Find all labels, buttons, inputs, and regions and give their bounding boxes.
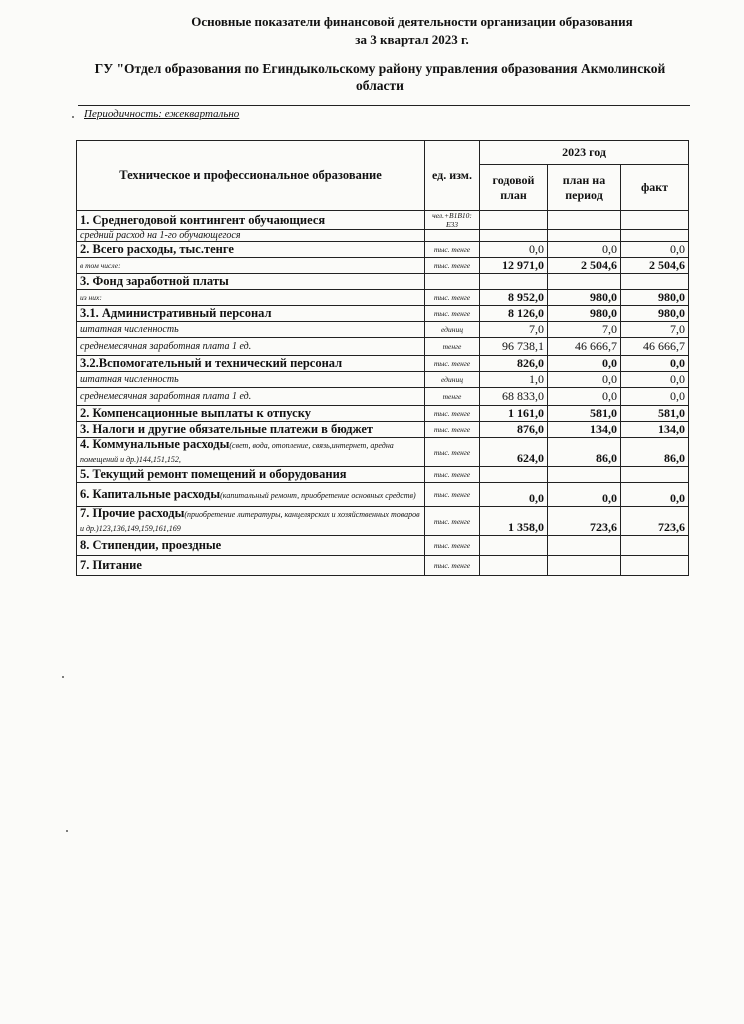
table-row — [77, 556, 689, 576]
row-plan-value: 0,0 — [548, 242, 621, 258]
row-fact-value: 0,0 — [621, 242, 689, 258]
row-plan-value: 0,0 — [548, 388, 621, 406]
table-row — [77, 536, 689, 556]
row-label: 3. Налоги и другие обязательные платежи в бюджет — [80, 422, 374, 436]
row-label: 3.2.Вспомогательный и технический персонал — [80, 356, 343, 370]
row-label: 6. Капитальные расходы — [80, 486, 221, 501]
row-annual-value: 1 161,0 — [480, 406, 548, 422]
row-plan-value — [548, 536, 621, 556]
row-fact-value: 0,0 — [621, 483, 689, 507]
organization-name: ГУ "Отдел образования по Егиндыкольскому району управления образования Акмолинской области — [94, 61, 666, 93]
table-row — [77, 388, 689, 406]
table-row — [77, 322, 689, 338]
row-name-cell — [77, 306, 425, 322]
table-row — [77, 242, 689, 258]
row-name-cell — [77, 338, 425, 356]
row-name-cell — [77, 507, 425, 536]
row-plan-value: 134,0 — [548, 422, 621, 438]
row-label: 5. Текущий ремонт помещений и оборудования — [80, 467, 347, 481]
row-label: штатная численность — [80, 324, 179, 335]
column-header-fact: факт — [621, 165, 689, 211]
row-annual-value: 96 738,1 — [480, 338, 548, 356]
row-fact-value: 0,0 — [621, 388, 689, 406]
row-unit-cell: тыс. тенге — [425, 422, 480, 438]
scan-speck — [66, 830, 68, 832]
row-annual-value: 12 971,0 — [480, 258, 548, 274]
row-label: штатная численность — [80, 374, 179, 385]
row-label: 3. Фонд заработной платы — [80, 274, 229, 288]
row-plan-value: 0,0 — [548, 372, 621, 388]
scan-speck — [72, 116, 74, 118]
row-label: в том числе: — [80, 261, 121, 270]
row-fact-value: 2 504,6 — [621, 258, 689, 274]
table-row — [77, 507, 689, 536]
row-unit-cell: тыс. тенге — [425, 438, 480, 467]
row-plan-value: 0,0 — [548, 483, 621, 507]
row-label: 7. Питание — [80, 558, 142, 572]
row-plan-value — [548, 556, 621, 576]
row-fact-value — [621, 467, 689, 483]
row-annual-value: 7,0 — [480, 322, 548, 338]
table-row — [77, 258, 689, 274]
row-annual-value: 1 358,0 — [480, 507, 548, 536]
row-fact-value — [621, 556, 689, 576]
row-name-cell — [77, 467, 425, 483]
row-name-cell — [77, 258, 425, 274]
column-header-unit: ед. изм. — [425, 141, 480, 211]
row-plan-value — [548, 211, 621, 230]
row-unit-cell: чел.+В1В10: Е33 — [425, 211, 480, 230]
row-annual-value: 0,0 — [480, 483, 548, 507]
table-row — [77, 356, 689, 372]
row-annual-value: 876,0 — [480, 422, 548, 438]
column-header-period-plan: план на период — [548, 165, 621, 211]
scan-speck — [62, 676, 64, 678]
row-annual-value: 624,0 — [480, 438, 548, 467]
row-annual-value — [480, 536, 548, 556]
row-fact-value: 0,0 — [621, 356, 689, 372]
row-label: 4. Коммунальные расходы — [80, 437, 230, 451]
row-fact-value: 134,0 — [621, 422, 689, 438]
table-row — [77, 438, 689, 467]
row-fact-value: 86,0 — [621, 438, 689, 467]
row-label: 1. Среднегодовой контингент обучающиеся — [80, 212, 326, 227]
document-title: Основные показатели финансовой деятельности организации образования — [191, 14, 633, 29]
row-name-cell — [77, 356, 425, 372]
row-plan-value: 980,0 — [548, 290, 621, 306]
row-plan-value: 46 666,7 — [548, 338, 621, 356]
row-annual-value: 0,0 — [480, 242, 548, 258]
row-name-cell — [77, 438, 425, 467]
row-unit-cell: тыс. тенге — [425, 356, 480, 372]
row-name-cell — [77, 536, 425, 556]
row-plan-value: 581,0 — [548, 406, 621, 422]
row-fact-value: 723,6 — [621, 507, 689, 536]
column-header-name: Техническое и профессиональное образование — [77, 141, 425, 211]
column-header-annual-plan: годовой план — [480, 165, 548, 211]
row-label-note: (свет, вода, отопление, связь,интернет, аредна помещений и др.)144,151,152, — [80, 441, 394, 464]
row-annual-value: 8 126,0 — [480, 306, 548, 322]
row-annual-value: 1,0 — [480, 372, 548, 388]
table-row — [77, 230, 689, 242]
row-label: 7. Прочие расходы — [80, 506, 185, 520]
table-row — [77, 290, 689, 306]
row-fact-value: 46 666,7 — [621, 338, 689, 356]
row-unit-cell: единиц — [425, 372, 480, 388]
row-label: среднемесячная заработная плата 1 ед. — [80, 341, 252, 352]
row-unit-cell: единиц — [425, 322, 480, 338]
row-fact-value — [621, 230, 689, 242]
row-unit-cell: тыс. тенге — [425, 507, 480, 536]
row-unit-cell — [425, 230, 480, 242]
row-unit-cell: тенге — [425, 338, 480, 356]
row-fact-value: 980,0 — [621, 306, 689, 322]
row-plan-value — [548, 230, 621, 242]
row-name-cell — [77, 290, 425, 306]
table-row — [77, 467, 689, 483]
row-annual-value — [480, 467, 548, 483]
row-name-cell — [77, 422, 425, 438]
row-name-cell — [77, 274, 425, 290]
row-unit-cell: тыс. тенге — [425, 406, 480, 422]
row-label: средний расход на 1-го обучающегося — [80, 230, 241, 241]
row-unit-cell: тыс. тенге — [425, 306, 480, 322]
row-annual-value — [480, 556, 548, 576]
row-annual-value: 826,0 — [480, 356, 548, 372]
row-fact-value: 7,0 — [621, 322, 689, 338]
table-row — [77, 422, 689, 438]
row-plan-value: 7,0 — [548, 322, 621, 338]
row-unit-cell: тенге — [425, 388, 480, 406]
table-row — [77, 372, 689, 388]
row-annual-value: 8 952,0 — [480, 290, 548, 306]
row-plan-value — [548, 274, 621, 290]
column-header-year: 2023 год — [480, 141, 689, 165]
document-period-title: за 3 квартал 2023 г. — [355, 32, 469, 47]
row-unit-cell: тыс. тенге — [425, 483, 480, 507]
row-annual-value — [480, 274, 548, 290]
organization-underline — [78, 105, 690, 106]
row-fact-value — [621, 274, 689, 290]
row-unit-cell: тыс. тенге — [425, 290, 480, 306]
table-row — [77, 483, 689, 507]
row-name-cell — [77, 556, 425, 576]
row-plan-value: 980,0 — [548, 306, 621, 322]
row-name-cell — [77, 483, 425, 507]
row-unit-cell: тыс. тенге — [425, 536, 480, 556]
row-fact-value: 980,0 — [621, 290, 689, 306]
row-plan-value: 0,0 — [548, 356, 621, 372]
table-row — [77, 306, 689, 322]
table-row — [77, 211, 689, 230]
row-fact-value — [621, 211, 689, 230]
row-fact-value: 0,0 — [621, 372, 689, 388]
row-label-note: (капитальный ремонт, приобретение основных средств) — [220, 490, 416, 500]
row-annual-value — [480, 230, 548, 242]
row-annual-value — [480, 211, 548, 230]
row-plan-value: 723,6 — [548, 507, 621, 536]
row-plan-value: 2 504,6 — [548, 258, 621, 274]
row-label: среднемесячная заработная плата 1 ед. — [80, 391, 252, 402]
row-annual-value: 68 833,0 — [480, 388, 548, 406]
row-plan-value — [548, 467, 621, 483]
row-name-cell — [77, 406, 425, 422]
row-name-cell — [77, 322, 425, 338]
financial-indicators-table — [76, 140, 689, 576]
row-unit-cell — [425, 274, 480, 290]
row-unit-cell: тыс. тенге — [425, 467, 480, 483]
row-label: 8. Стипендии, проездные — [80, 538, 222, 552]
periodicity-label: Периодичность: ежеквартально — [84, 108, 240, 120]
row-unit-cell: тыс. тенге — [425, 556, 480, 576]
row-unit-cell: тыс. тенге — [425, 242, 480, 258]
row-name-cell — [77, 388, 425, 406]
row-label-note: (приобретение литературы, канцелярских и хозяйственных товаров и др.)123,136,149,159,161,169 — [80, 510, 420, 533]
row-name-cell — [77, 230, 425, 242]
row-name-cell — [77, 242, 425, 258]
row-fact-value: 581,0 — [621, 406, 689, 422]
row-name-cell — [77, 372, 425, 388]
table-row — [77, 406, 689, 422]
row-label: 2. Компенсационные выплаты к отпуску — [80, 406, 311, 420]
table-row — [77, 274, 689, 290]
row-unit-cell: тыс. тенге — [425, 258, 480, 274]
table-row — [77, 338, 689, 356]
row-label: 3.1. Административный персонал — [80, 306, 272, 320]
row-fact-value — [621, 536, 689, 556]
row-label: 2. Всего расходы, тыс.тенге — [80, 242, 234, 256]
row-name-cell — [77, 211, 425, 230]
row-plan-value: 86,0 — [548, 438, 621, 467]
row-label: из них: — [80, 293, 102, 302]
